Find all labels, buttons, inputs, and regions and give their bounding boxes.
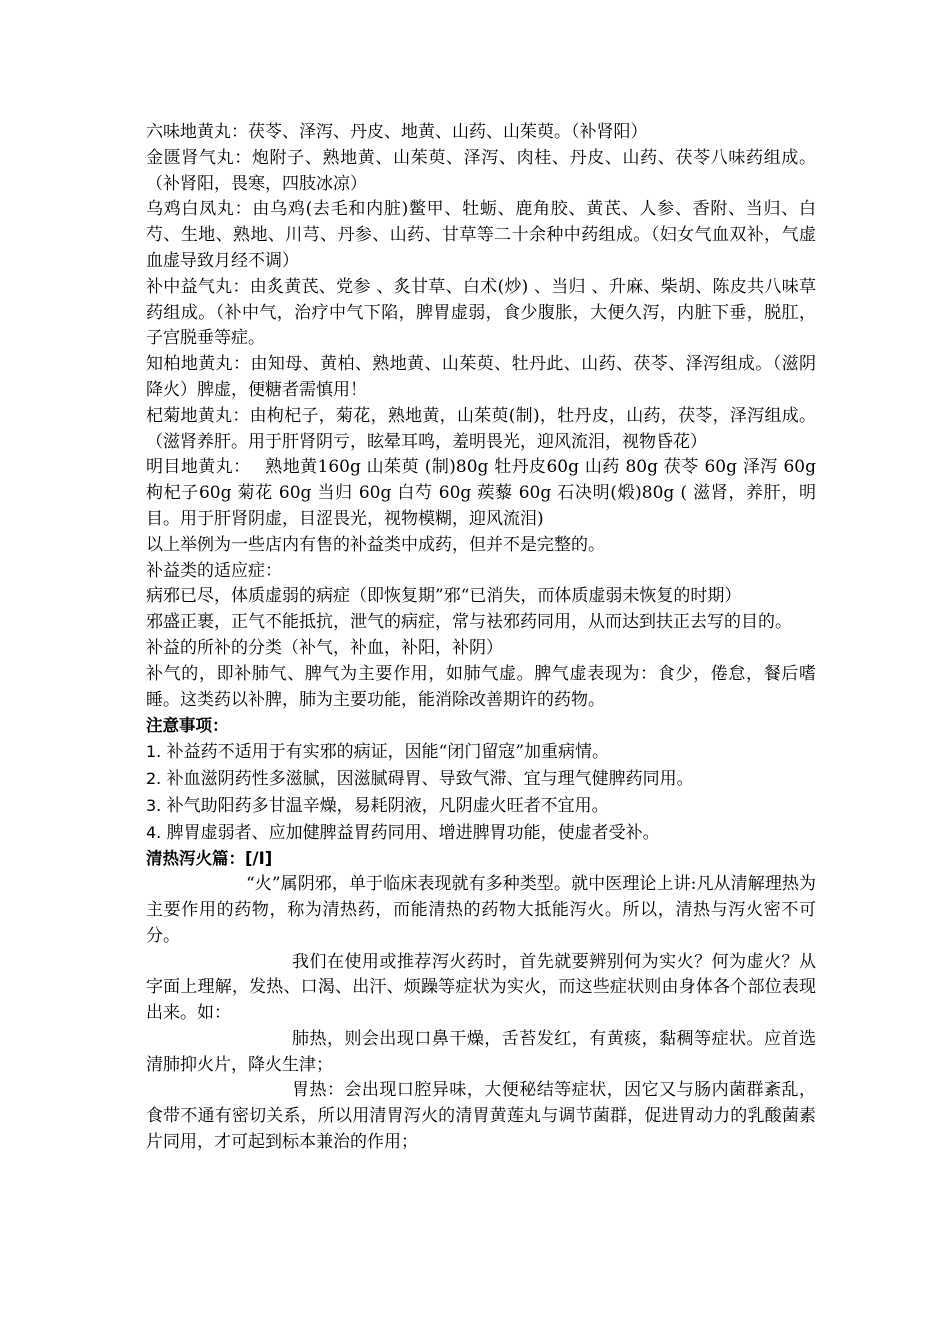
paragraph-jingui-shenqi: 金匮肾气丸：炮附子、熟地黄、山茱萸、泽泻、肉桂、丹皮、山药、茯苓八味药组成。（补肾阳，畏寒，四肢冰凉） — [146, 147, 816, 194]
paragraph-classification: 补益的所补的分类（补气，补血，补阳，补阴） — [146, 637, 503, 658]
paragraph-huo-intro: “火”属阴邪，单于临床表现就有多种类型。就中医理论上讲:凡从清解理热为主要作用的药物，称为清热药，而能清热的药物大抵能泻火。所以，清热与泻火密不可分。 — [146, 874, 816, 946]
note-text: 补益药不适用于有实邪的病证，因能“闭门留寇”加重病情。 — [166, 742, 610, 763]
paragraph-indication-1: 病邪已尽，体质虚弱的病症（即恢复期”邪“已消失，而体质虚弱未恢复的时期） — [146, 586, 742, 607]
paragraph-indication-2: 邪盛正裹，正气不能抵抗，泄气的病症，常与袪邪药同用，从而达到扶正去写的目的。 — [146, 612, 792, 633]
note-number: 2. — [146, 768, 162, 788]
note-item — [146, 820, 816, 847]
paragraph-shihuo-xuhuo: 我们在使用或推荐泻火药时，首先就要辨别何为实火？何为虚火？从字面上理解，发热、口渴、出汗、烦躁等症状为实火，而这些症状则由身体各个部位表现出来。如： — [146, 951, 816, 1024]
note-item — [146, 739, 816, 766]
section-heading-qingre: 清热泻火篇：[/I] — [146, 849, 273, 869]
paragraph-mingmu-dihuang: 明目地黄丸： 熟地黄160g 山茱萸 (制)80g 牡丹皮60g 山药 80g 茯苓 60g 泽泻 60g 枸杞子60g 菊花 60g 当归 60g 白芍 60g 蒺藜 60g 石决明(煅)80g ( 滋肾，养肝，明目。用于肝肾阴虚，目涩畏光，视物模糊，迎风流泪) — [146, 457, 816, 529]
notes-heading: 注意事项： — [146, 716, 229, 736]
note-text: 补血滋阴药性多滋腻，因滋腻碍胃、导致气滞、宜与理气健脾药同用。 — [166, 768, 694, 789]
paragraph-feire: 肺热，则会出现口鼻干燥，舌苔发红，有黄痰，黏稠等症状。应首选清肺抑火片，降火生津； — [146, 1028, 816, 1075]
paragraph-wuji-baifeng: 乌鸡白凤丸：由乌鸡(去毛和内脏)鳖甲、牡蛎、鹿角胶、黄芪、人参、香附、当归、白芍、生地、熟地、川芎、丹参、山药、甘草等二十余种中药组成。（妇女气血双补，气虚血虚导致月经不调） — [146, 199, 816, 271]
note-item — [146, 793, 816, 820]
paragraph-summary: 以上举例为一些店内有售的补益类中成药，但并不是完整的。 — [146, 534, 605, 555]
paragraph-indications-title: 补益类的适应症： — [146, 560, 282, 581]
paragraph-liuwei-dihuang: 六味地黄丸：茯苓、泽泻、丹皮、地黄、山药、山茱萸。（补肾阳） — [146, 122, 648, 142]
paragraph-qiju-dihuang: 杞菊地黄丸：由枸杞子，菊花，熟地黄，山茱萸(制)，牡丹皮，山药，茯苓，泽泻组成。（滋肾养肝。用于肝肾阴亏，眩晕耳鸣，羞明畏光，迎风流泪，视物昏花） — [146, 405, 816, 452]
note-number: 4. — [146, 822, 162, 842]
paragraph-buzhong-yiqi: 补中益气丸：由炙黄芪、党参 、炙甘草、白术(炒) 、当归 、升麻、柴胡、陈皮共八味草药组成。（补中气，治疗中气下陷，脾胃虚弱，食少腹胀，大便久泻，内脏下垂，脱肛，子宫脱垂等症。 — [146, 276, 816, 349]
paragraph-weire: 胃热：会出现口腔异味，大便秘结等症状，因它又与肠内菌群紊乱，食带不通有密切关系，所以用清胃泻火的清胃黄莲丸与调节菌群，促进胃动力的乳酸菌素片同用，才可起到标本兼治的作用； — [146, 1080, 816, 1153]
paragraph-buqi: 补气的，即补肺气、脾气为主要作用，如肺气虚。脾气虚表现为：食少，倦怠，餐后嗜睡。这类药以补脾，肺为主要功能，能消除改善期许的药物。 — [146, 663, 816, 710]
paragraph-zhibai-dihuang: 知柏地黄丸：由知母、黄柏、熟地黄、山茱萸、牡丹此、山药、茯苓、泽泻组成。（滋阴降火）脾虚，便糖者需慎用！ — [146, 354, 816, 400]
note-number: 1. — [146, 742, 162, 762]
note-text: 补气助阳药多甘温辛燥，易耗阴液，凡阴虚火旺者不宜用。 — [166, 795, 609, 816]
note-item — [146, 766, 816, 793]
note-text: 脾胃虚弱者、应加健脾益胃药同用、增进脾胃功能，使虚者受补。 — [166, 822, 660, 843]
document-body — [146, 120, 816, 1156]
note-number: 3. — [146, 795, 162, 815]
